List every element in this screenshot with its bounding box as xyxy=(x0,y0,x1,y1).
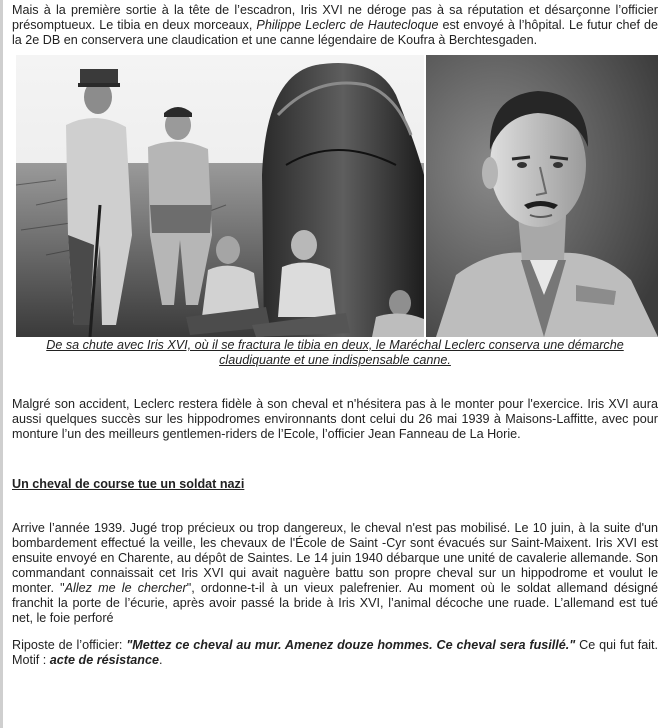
officer-quote: "Mettez ce cheval au mur. Amenez douze hommes. Ce cheval sera fusillé." xyxy=(126,638,576,652)
leclerc-portrait-photo xyxy=(426,55,658,337)
motif-text: acte de résistance xyxy=(49,653,160,667)
order-quote: Allez me le chercher xyxy=(64,581,187,595)
figure xyxy=(12,55,658,337)
article xyxy=(12,3,658,668)
group-photo xyxy=(16,55,424,337)
figure-caption: De sa chute avec Iris XVI, où il se fractura le tibia en deux, le Maréchal Leclerc conserva une démarche claudiquante et une indispensable canne. xyxy=(46,338,624,367)
paragraph-riposte: Riposte de l’officier: "Mettez ce cheval au mur. Amenez douze hommes. Ce cheval sera fusillé." Ce qui fut fait. Motif : acte de résistance. xyxy=(12,638,658,667)
paragraph-accident: Malgré son accident, Leclerc restera fidèle à son cheval et n'hésitera pas à le monter pour l'exercice. Iris XVI aura aussi quelques succès sur les hippodromes environnants dont celui du 26 mai 1939 à Maisons-Laffitte, avec pour monture l’un des meilleurs gentlemen-riders de l’Ecole, l’officier Jean Fanneau de La Horie. xyxy=(12,397,658,441)
section-heading: Un cheval de course tue un soldat nazi xyxy=(12,477,245,491)
paragraph-1939: Arrive l’année 1939. Jugé trop précieux ou trop dangereux, le cheval n'est pas mobilisé. Le 10 juin, à la suite d'un bombardement effectué la veille, les chevaux de l'École de Saint -Cyr sont évacués sur Saint-Maixent. Iris XVI est ensuite envoyé en Charente, au dépôt de Saintes. Le 14 juin 1940 débarque une unité de cavalerie allemande. Son commandant connaissait cet Iris XVI qui avait naguère battu son propre cheval sur un hippodrome et voulut le monter. "Allez me le chercher", ordonne-t-il à un vieux palefrenier. Au moment où le soldat allemand désigné franchit la porte de l’écurie, après avoir passé la bride à Iris XVI, l’animal décoche une ruade. L’allemand est tué net, le foie perforé xyxy=(12,521,658,625)
leclerc-name: Philippe Leclerc de Hautecloque xyxy=(256,18,439,32)
page-left-border xyxy=(0,0,3,728)
intro-paragraph: Mais à la première sortie à la tête de l’escadron, Iris XVI ne déroge pas à sa réputation et désarçonne l’officier présomptueux. Le tibia en deux morceaux, Philippe Leclerc de Hautecloque est envoyé à l’hôpital. Le futur chef de la 2e DB en conservera une claudication et une canne légendaire de Koufra à Berchtesgaden. xyxy=(12,3,658,47)
